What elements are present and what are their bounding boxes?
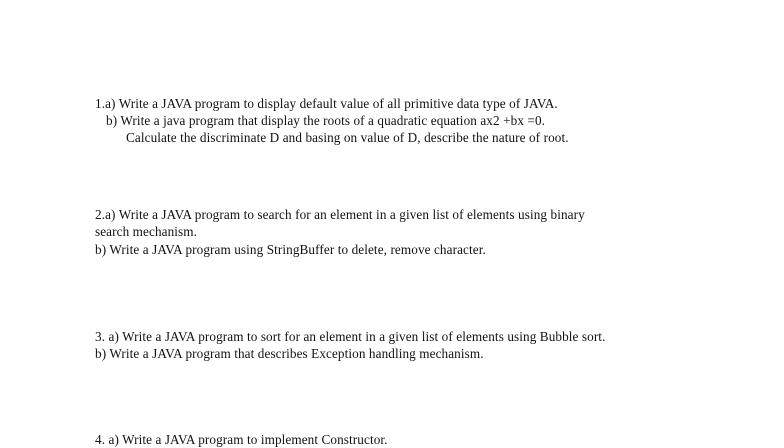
- question-1b-continued: Calculate the discriminate D and basing on value of D, describe the nature of root.: [126, 130, 569, 145]
- question-3a: 3. a) Write a JAVA program to sort for an element in a given list of elements using Bubble sort.: [95, 329, 606, 344]
- question-1a: 1.a) Write a JAVA program to display default value of all primitive data type of JAVA.: [95, 96, 558, 111]
- question-2a: 2.a) Write a JAVA program to search for an element in a given list of elements using binary: [95, 207, 585, 222]
- question-2b: b) Write a JAVA program using StringBuffer to delete, remove character.: [95, 242, 486, 257]
- question-2a-continued: search mechanism.: [95, 224, 198, 239]
- question-4a: 4. a) Write a JAVA program to implement Constructor.: [95, 432, 388, 447]
- question-1b: b) Write a java program that display the roots of a quadratic equation ax2 +bx =0.: [106, 113, 546, 128]
- question-3b: b) Write a JAVA program that describes Exception handling mechanism.: [95, 346, 484, 361]
